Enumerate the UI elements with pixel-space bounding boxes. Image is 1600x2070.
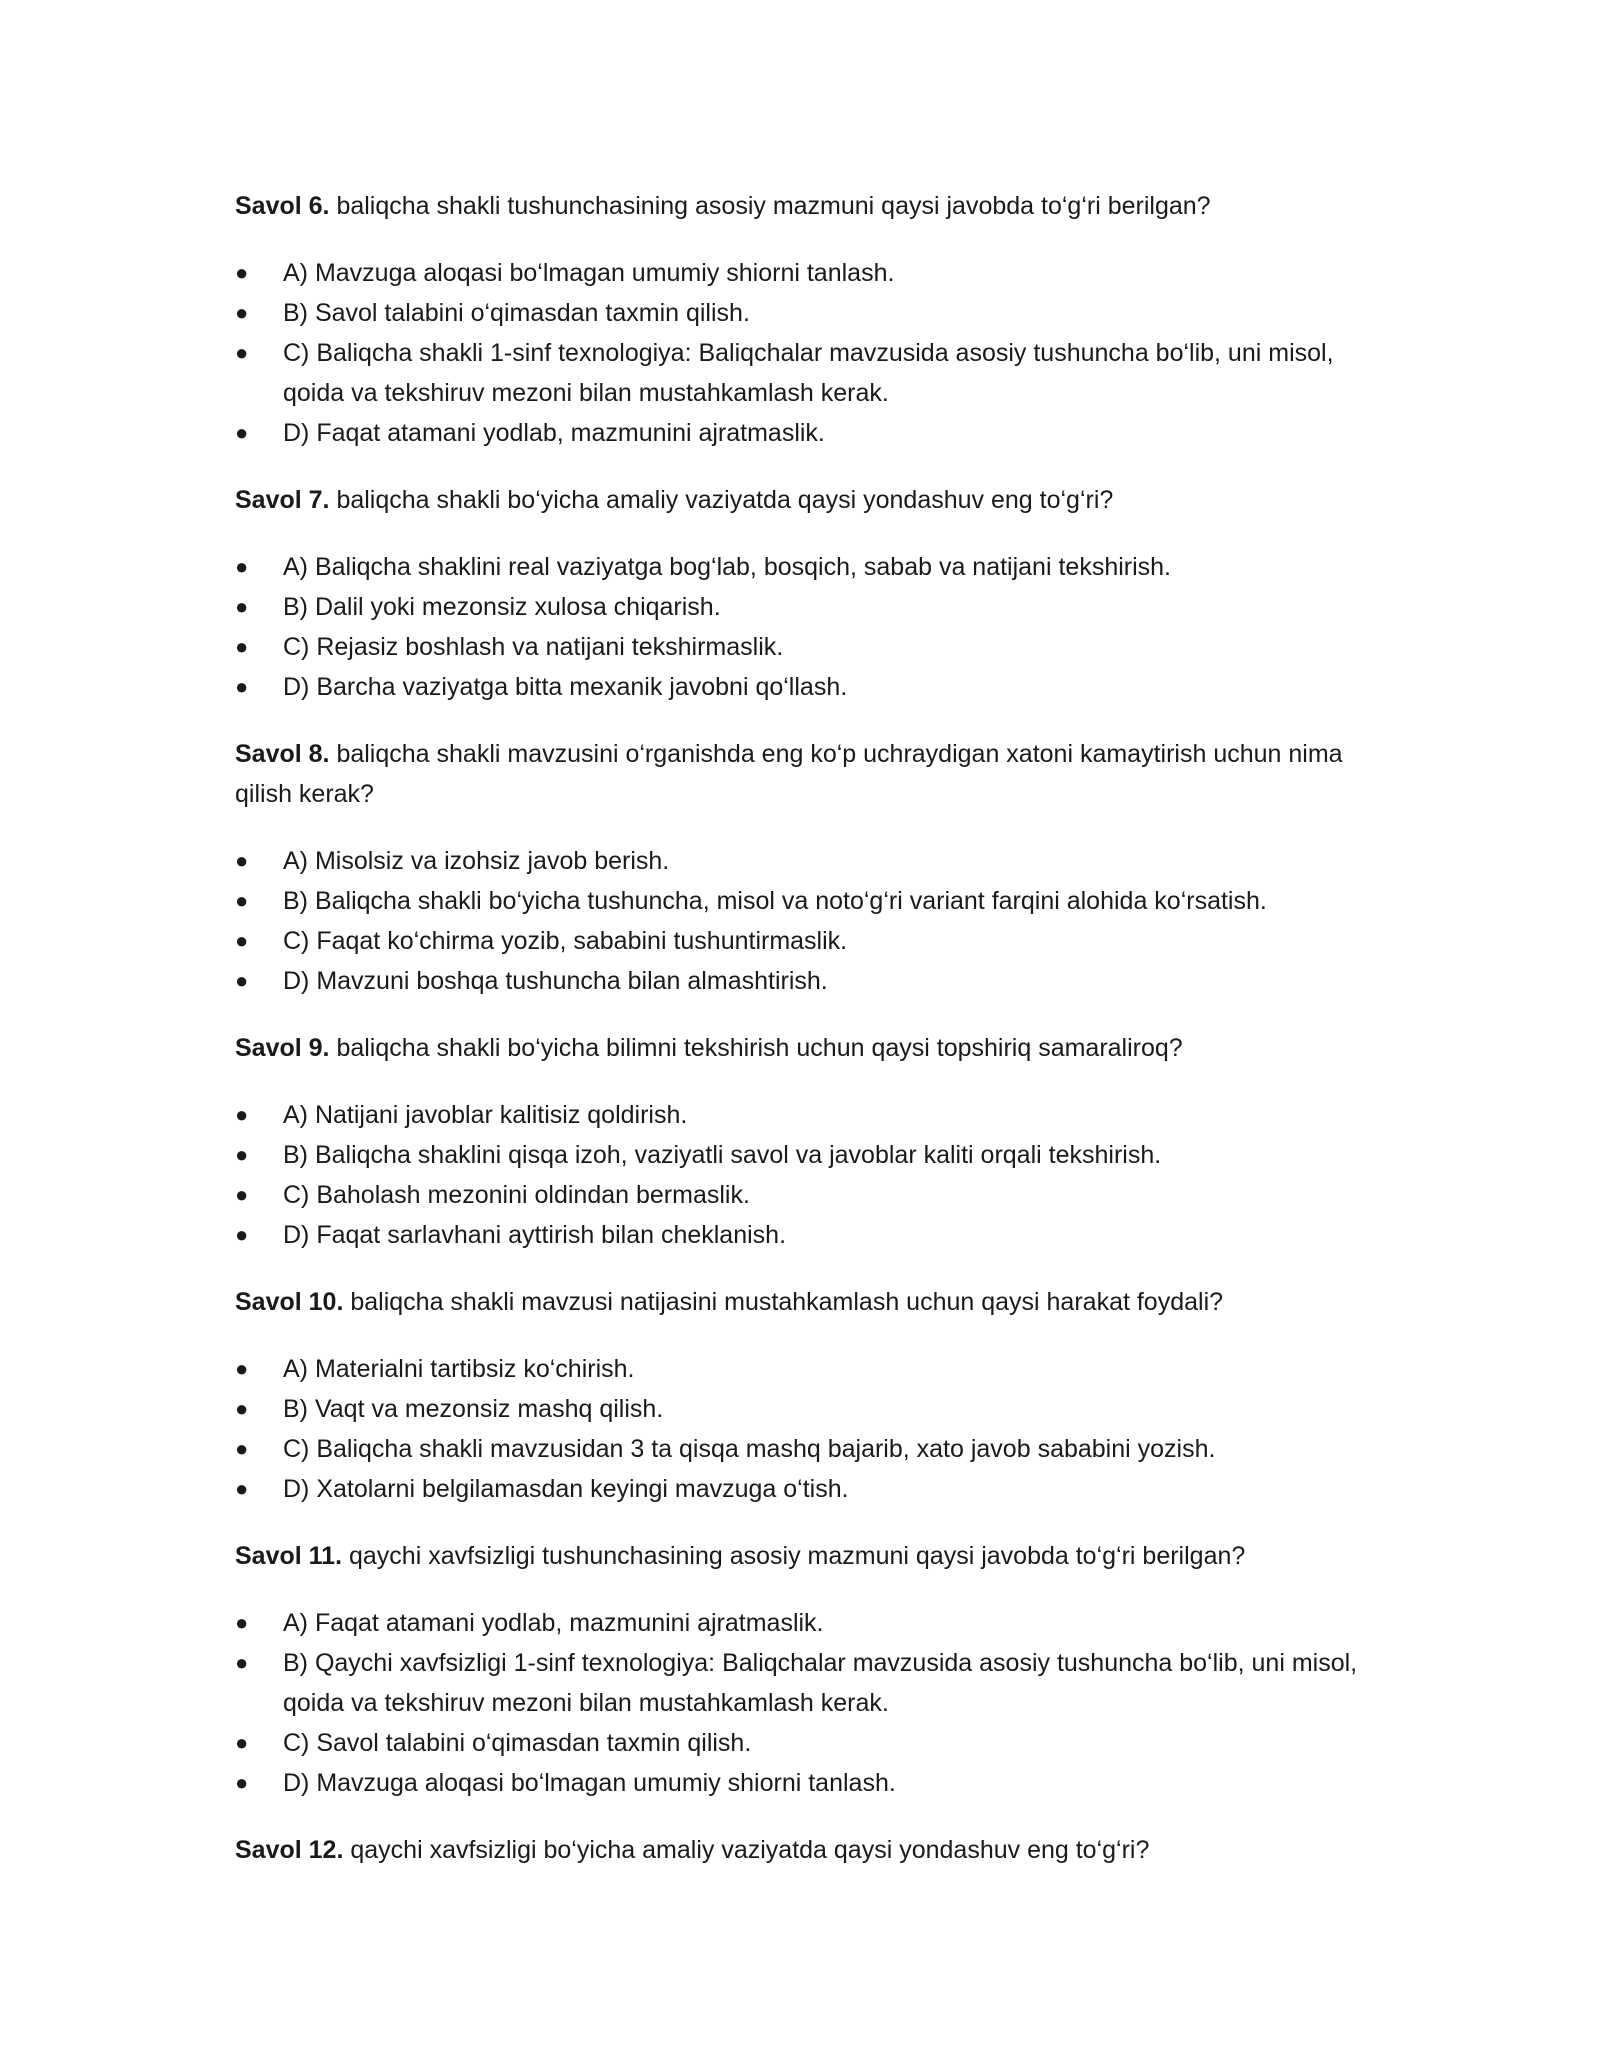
answer-text: B) Dalil yoki mezonsiz xulosa chiqarish.: [283, 593, 721, 621]
bullet-icon: ●: [235, 1436, 249, 1461]
answer-text: D) Mavzuni boshqa tushuncha bilan almashtirish.: [283, 967, 828, 995]
answer-text: B) Baliqcha shakli bo‘yicha tushuncha, misol va noto‘g‘ri variant farqini alohida ko‘rsatish.: [283, 887, 1267, 915]
answer-text: C) Savol talabini o‘qimasdan taxmin qilish.: [283, 1729, 752, 1757]
answer-list: [235, 253, 1365, 453]
question-block-10: [235, 1282, 1365, 1509]
bullet-icon: ●: [235, 848, 249, 873]
list-item: [235, 1175, 1365, 1215]
question-label: Savol 6.: [235, 192, 330, 220]
answer-text: C) Baliqcha shakli mavzusidan 3 ta qisqa mashq bajarib, xato javob sababini yozish.: [283, 1435, 1216, 1463]
answer-list: [235, 1603, 1365, 1803]
answer-text: B) Savol talabini o‘qimasdan taxmin qilish.: [283, 299, 750, 327]
list-item: [235, 1095, 1365, 1135]
answer-text: B) Qaychi xavfsizligi 1-sinf texnologiya: Baliqchalar mavzusida asosiy tushuncha bo‘lib, uni misol, qoida va tekshiruv mezoni bilan mustahkamlash kerak.: [283, 1649, 1358, 1717]
list-item: [235, 1469, 1365, 1509]
bullet-icon: ●: [235, 888, 249, 913]
answer-text: D) Faqat sarlavhani ayttirish bilan cheklanish.: [283, 1221, 787, 1249]
question-text: qaychi xavfsizligi tushunchasining asosiy mazmuni qaysi javobda to‘g‘ri berilgan?: [342, 1542, 1246, 1570]
bullet-icon: ●: [235, 1770, 249, 1795]
answer-text: C) Faqat ko‘chirma yozib, sababini tushuntirmaslik.: [283, 927, 848, 955]
bullet-icon: ●: [235, 674, 249, 699]
answer-list: [235, 1349, 1365, 1509]
bullet-icon: ●: [235, 1222, 249, 1247]
answer-text: C) Baliqcha shakli 1-sinf texnologiya: Baliqchalar mavzusida asosiy tushuncha bo‘lib, uni misol, qoida va tekshiruv mezoni bilan mustahkamlash kerak.: [283, 339, 1334, 407]
question-label: Savol 7.: [235, 486, 330, 514]
bullet-icon: ●: [235, 340, 249, 365]
question-text: baliqcha shakli tushunchasining asosiy mazmuni qaysi javobda to‘g‘ri berilgan?: [329, 192, 1211, 220]
question-block-12: [235, 1830, 1365, 1870]
answer-text: D) Mavzuga aloqasi bo‘lmagan umumiy shiorni tanlash.: [283, 1769, 896, 1797]
answer-text: A) Misolsiz va izohsiz javob berish.: [283, 847, 670, 875]
bullet-icon: ●: [235, 1182, 249, 1207]
list-item: [235, 1349, 1365, 1389]
answer-text: A) Faqat atamani yodlab, mazmunini ajratmaslik.: [283, 1609, 824, 1637]
question-7: [235, 480, 1365, 520]
list-item: [235, 1215, 1365, 1255]
bullet-icon: ●: [235, 1142, 249, 1167]
answer-text: D) Barcha vaziyatga bitta mexanik javobni qo‘llash.: [283, 673, 848, 701]
list-item: [235, 1723, 1365, 1763]
list-item: [235, 253, 1365, 293]
question-text: baliqcha shakli mavzusini o‘rganishda eng ko‘p uchraydigan xatoni kamaytirish uchun nima qilish kerak?: [235, 740, 1343, 808]
question-label: Savol 10.: [235, 1288, 344, 1316]
question-label: Savol 12.: [235, 1836, 344, 1864]
bullet-icon: ●: [235, 1730, 249, 1755]
bullet-icon: ●: [235, 1396, 249, 1421]
question-text: baliqcha shakli mavzusi natijasini mustahkamlash uchun qaysi harakat foydali?: [343, 1288, 1224, 1316]
answer-text: A) Baliqcha shaklini real vaziyatga bog‘lab, bosqich, sabab va natijani tekshirish.: [283, 553, 1172, 581]
bullet-icon: ●: [235, 300, 249, 325]
question-block-7: [235, 480, 1365, 707]
question-9: [235, 1028, 1365, 1068]
bullet-icon: ●: [235, 420, 249, 445]
question-label: Savol 9.: [235, 1034, 330, 1062]
bullet-icon: ●: [235, 554, 249, 579]
answer-text: D) Faqat atamani yodlab, mazmunini ajratmaslik.: [283, 419, 825, 447]
question-text: baliqcha shakli bo‘yicha amaliy vaziyatda qaysi yondashuv eng to‘g‘ri?: [329, 486, 1114, 514]
question-block-6: [235, 186, 1365, 453]
bullet-icon: ●: [235, 1356, 249, 1381]
answer-list: [235, 841, 1365, 1001]
list-item: [235, 413, 1365, 453]
list-item: [235, 587, 1365, 627]
question-label: Savol 11.: [235, 1542, 343, 1570]
answer-text: A) Materialni tartibsiz ko‘chirish.: [283, 1355, 635, 1383]
bullet-icon: ●: [235, 1650, 249, 1675]
answer-text: B) Vaqt va mezonsiz mashq qilish.: [283, 1395, 664, 1423]
bullet-icon: ●: [235, 1610, 249, 1635]
question-6: [235, 186, 1365, 226]
document-page: [235, 186, 1365, 1897]
question-11: [235, 1536, 1365, 1576]
list-item: [235, 627, 1365, 667]
list-item: [235, 547, 1365, 587]
question-block-9: [235, 1028, 1365, 1255]
list-item: [235, 1429, 1365, 1469]
question-block-11: [235, 1536, 1365, 1803]
list-item: [235, 667, 1365, 707]
list-item: [235, 1763, 1365, 1803]
list-item: [235, 841, 1365, 881]
list-item: [235, 1643, 1365, 1723]
question-8: [235, 734, 1365, 814]
bullet-icon: ●: [235, 260, 249, 285]
list-item: [235, 293, 1365, 333]
bullet-icon: ●: [235, 634, 249, 659]
answer-text: C) Rejasiz boshlash va natijani tekshirmaslik.: [283, 633, 784, 661]
list-item: [235, 1135, 1365, 1175]
bullet-icon: ●: [235, 1476, 249, 1501]
bullet-icon: ●: [235, 968, 249, 993]
answer-list: [235, 547, 1365, 707]
question-10: [235, 1282, 1365, 1322]
answer-text: B) Baliqcha shaklini qisqa izoh, vaziyatli savol va javoblar kaliti orqali tekshirish.: [283, 1141, 1162, 1169]
question-text: baliqcha shakli bo‘yicha bilimni tekshirish uchun qaysi topshiriq samaraliroq?: [329, 1034, 1183, 1062]
answer-list: [235, 1095, 1365, 1255]
list-item: [235, 1603, 1365, 1643]
list-item: [235, 1389, 1365, 1429]
bullet-icon: ●: [235, 1102, 249, 1127]
question-block-8: [235, 734, 1365, 1001]
question-12: [235, 1830, 1365, 1870]
answer-text: A) Mavzuga aloqasi bo‘lmagan umumiy shiorni tanlash.: [283, 259, 895, 287]
list-item: [235, 333, 1365, 413]
bullet-icon: ●: [235, 594, 249, 619]
list-item: [235, 961, 1365, 1001]
question-label: Savol 8.: [235, 740, 330, 768]
list-item: [235, 921, 1365, 961]
question-text: qaychi xavfsizligi bo‘yicha amaliy vaziyatda qaysi yondashuv eng to‘g‘ri?: [343, 1836, 1150, 1864]
bullet-icon: ●: [235, 928, 249, 953]
answer-text: A) Natijani javoblar kalitisiz qoldirish.: [283, 1101, 688, 1129]
answer-text: D) Xatolarni belgilamasdan keyingi mavzuga o‘tish.: [283, 1475, 849, 1503]
list-item: [235, 881, 1365, 921]
answer-text: C) Baholash mezonini oldindan bermaslik.: [283, 1181, 750, 1209]
